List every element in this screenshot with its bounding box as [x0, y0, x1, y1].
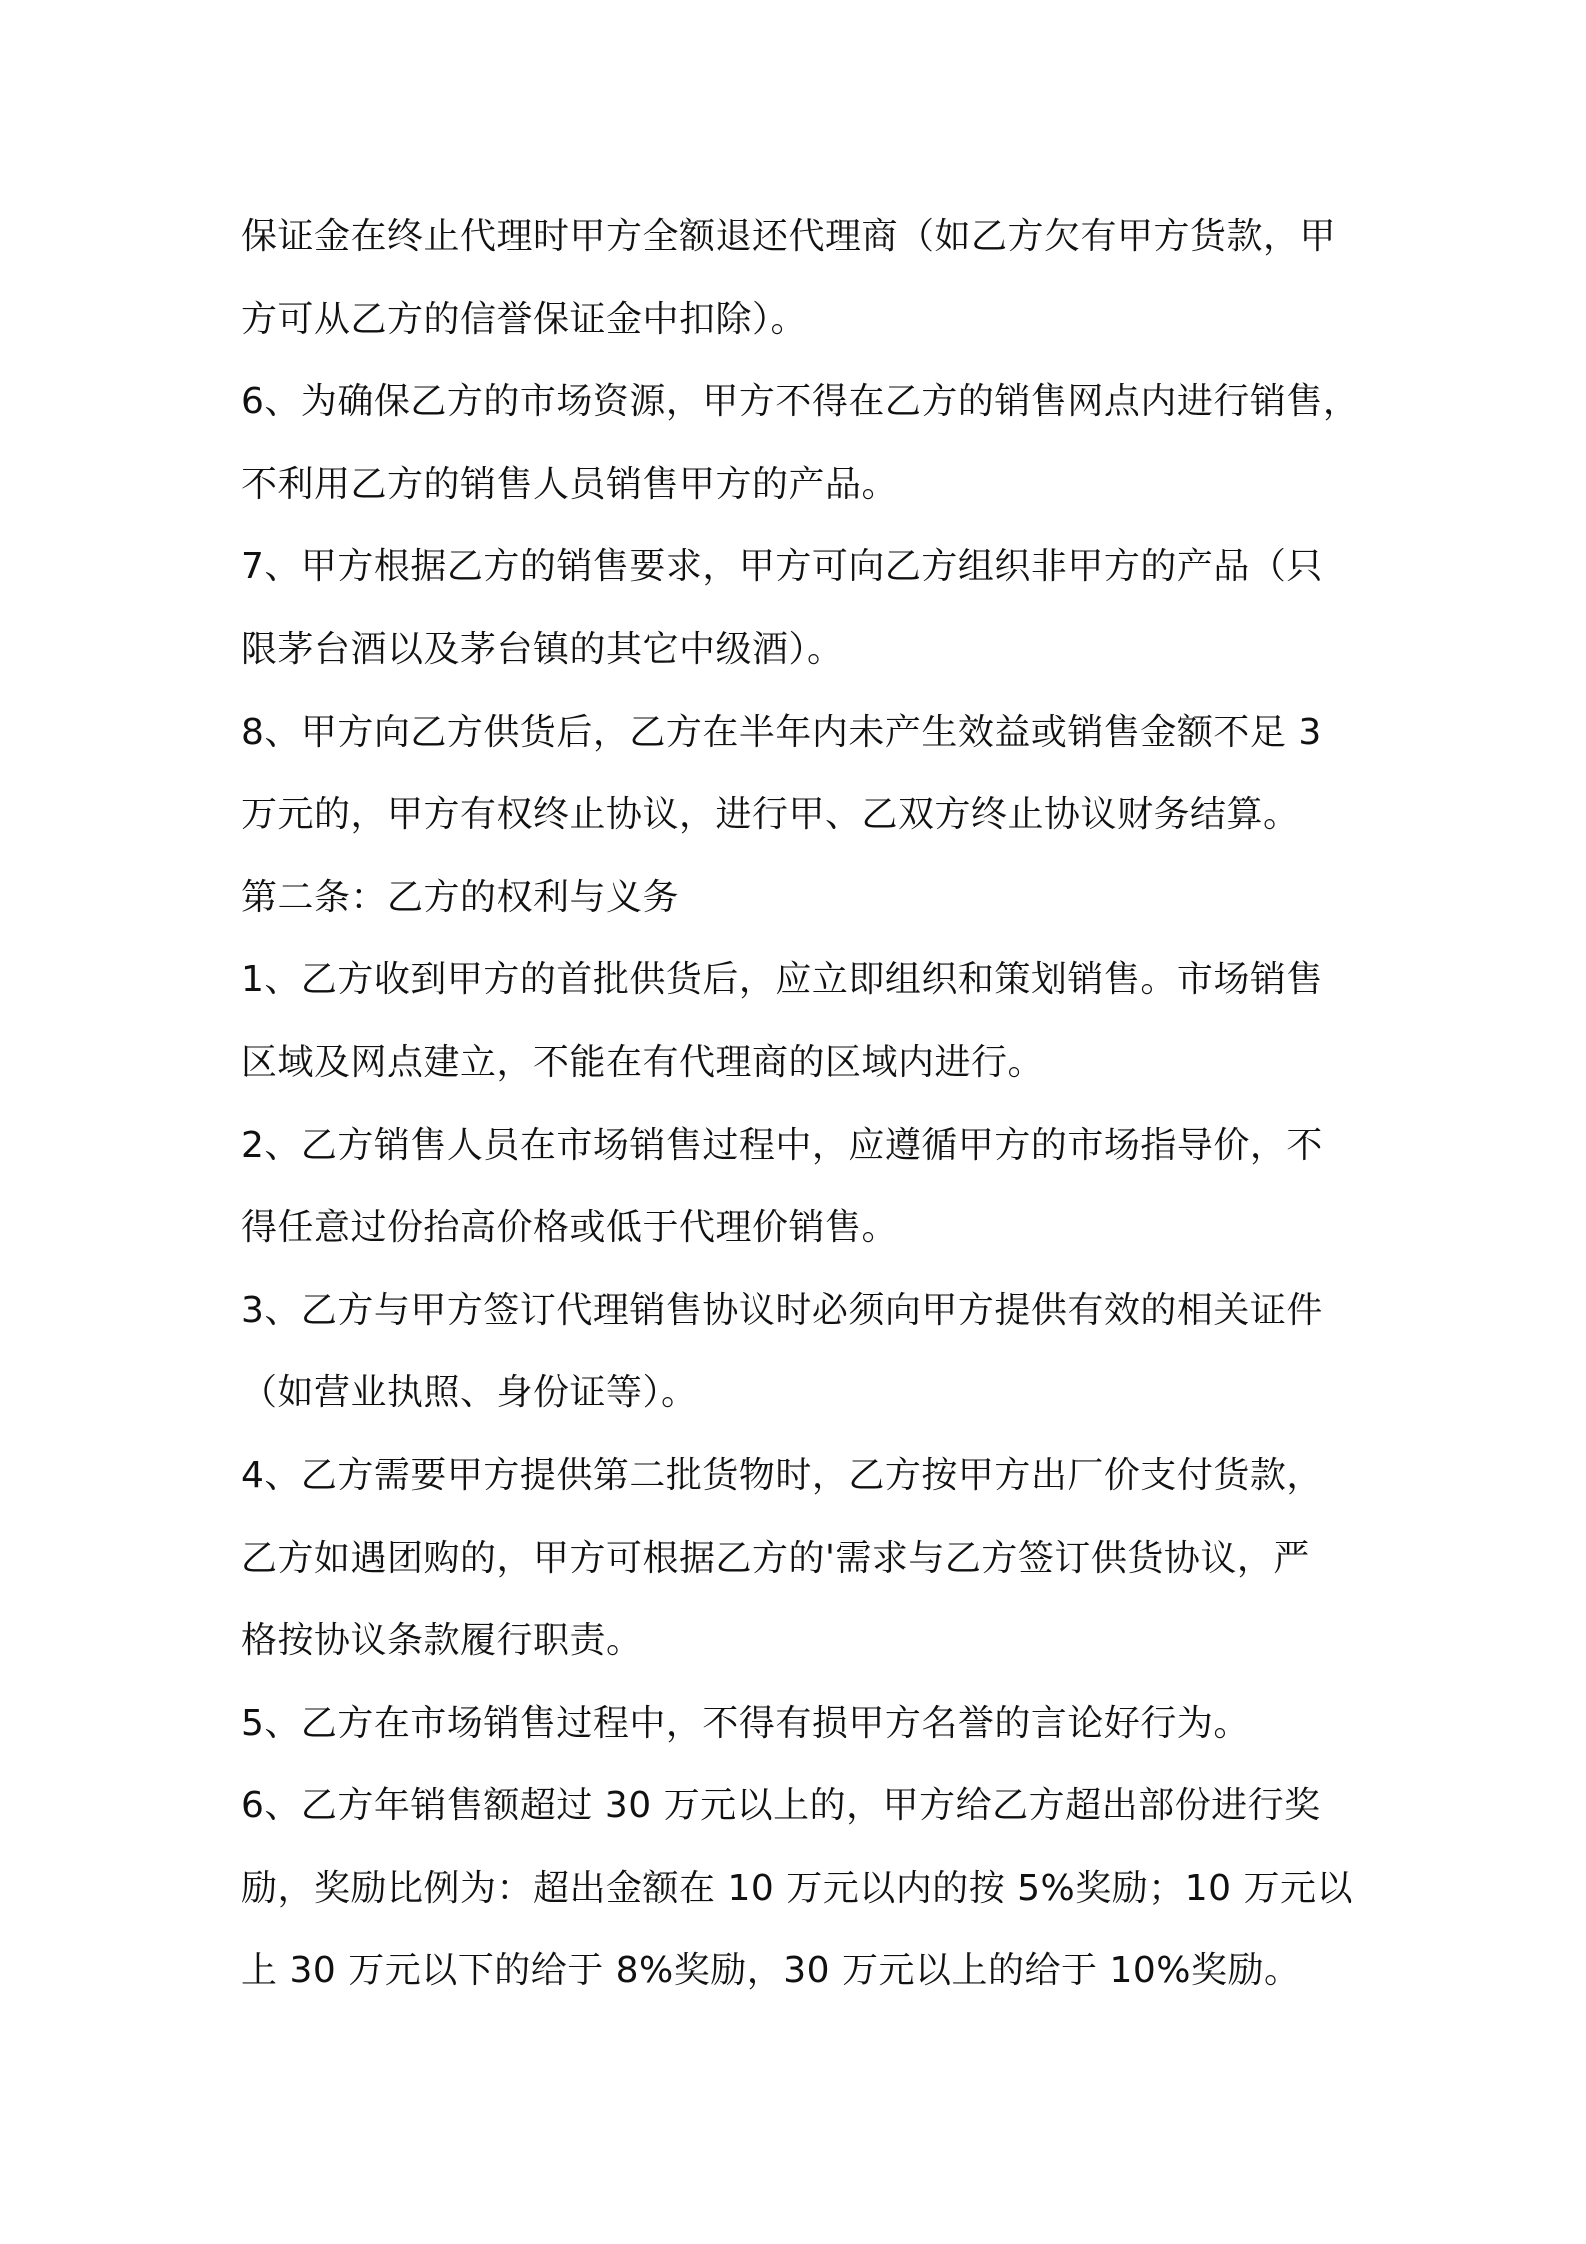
text-line: 万元的，甲方有权终止协议，进行甲、乙双方终止协议财务结算。 [241, 794, 1300, 836]
text-line: 保证金在终止代理时甲方全额退还代理商（如乙方欠有甲方货款，甲 [241, 216, 1337, 257]
text-line: 方可从乙方的信誉保证金中扣除）。 [241, 298, 808, 340]
text-line: 7、甲方根据乙方的销售要求，甲方可向乙方组织非甲方的产品（只 [241, 546, 1323, 588]
text-line: 限茅台酒以及茅台镇的其它中级酒）。 [241, 628, 844, 670]
document-body [241, 196, 1381, 2013]
text-line: 不利用乙方的销售人员销售甲方的产品。 [241, 463, 899, 505]
text-line: 5、乙方在市场销售过程中，不得有损甲方名誉的言论好行为。 [241, 1702, 1250, 1744]
text-line: （如营业执照、身份证等）。 [241, 1372, 698, 1414]
text-line: 8、甲方向乙方供货后，乙方在半年内未产生效益或销售金额不足 3 [241, 711, 1322, 753]
text-line: 得任意过份抬高价格或低于代理价销售。 [241, 1207, 899, 1249]
text-line: 励，奖励比例为：超出金额在 10 万元以内的按 5%奖励；10 万元以 [241, 1867, 1354, 1909]
text-line: 上 30 万元以下的给于 8%奖励，30 万元以上的给于 10%奖励。 [241, 1950, 1301, 1992]
text-line: 乙方如遇团购的，甲方可根据乙方的'需求与乙方签订供货协议，严 [241, 1537, 1310, 1579]
text-line: 6、为确保乙方的市场资源，甲方不得在乙方的销售网点内进行销售， [241, 381, 1360, 423]
text-line: 格按协议条款履行职责。 [241, 1620, 643, 1662]
text-line: 6、乙方年销售额超过 30 万元以上的，甲方给乙方超出部份进行奖 [241, 1785, 1321, 1827]
section-heading: 第二条：乙方的权利与义务 [241, 876, 680, 918]
text-line: 4、乙方需要甲方提供第二批货物时，乙方按甲方出厂价支付货款， [241, 1454, 1323, 1496]
text-line: 3、乙方与甲方签订代理销售协议时必须向甲方提供有效的相关证件 [241, 1289, 1323, 1331]
text-line: 2、乙方销售人员在市场销售过程中，应遵循甲方的市场指导价，不 [241, 1124, 1323, 1166]
text-line: 1、乙方收到甲方的首批供货后，应立即组织和策划销售。市场销售 [241, 959, 1323, 1001]
text-line: 区域及网点建立，不能在有代理商的区域内进行。 [241, 1041, 1045, 1083]
